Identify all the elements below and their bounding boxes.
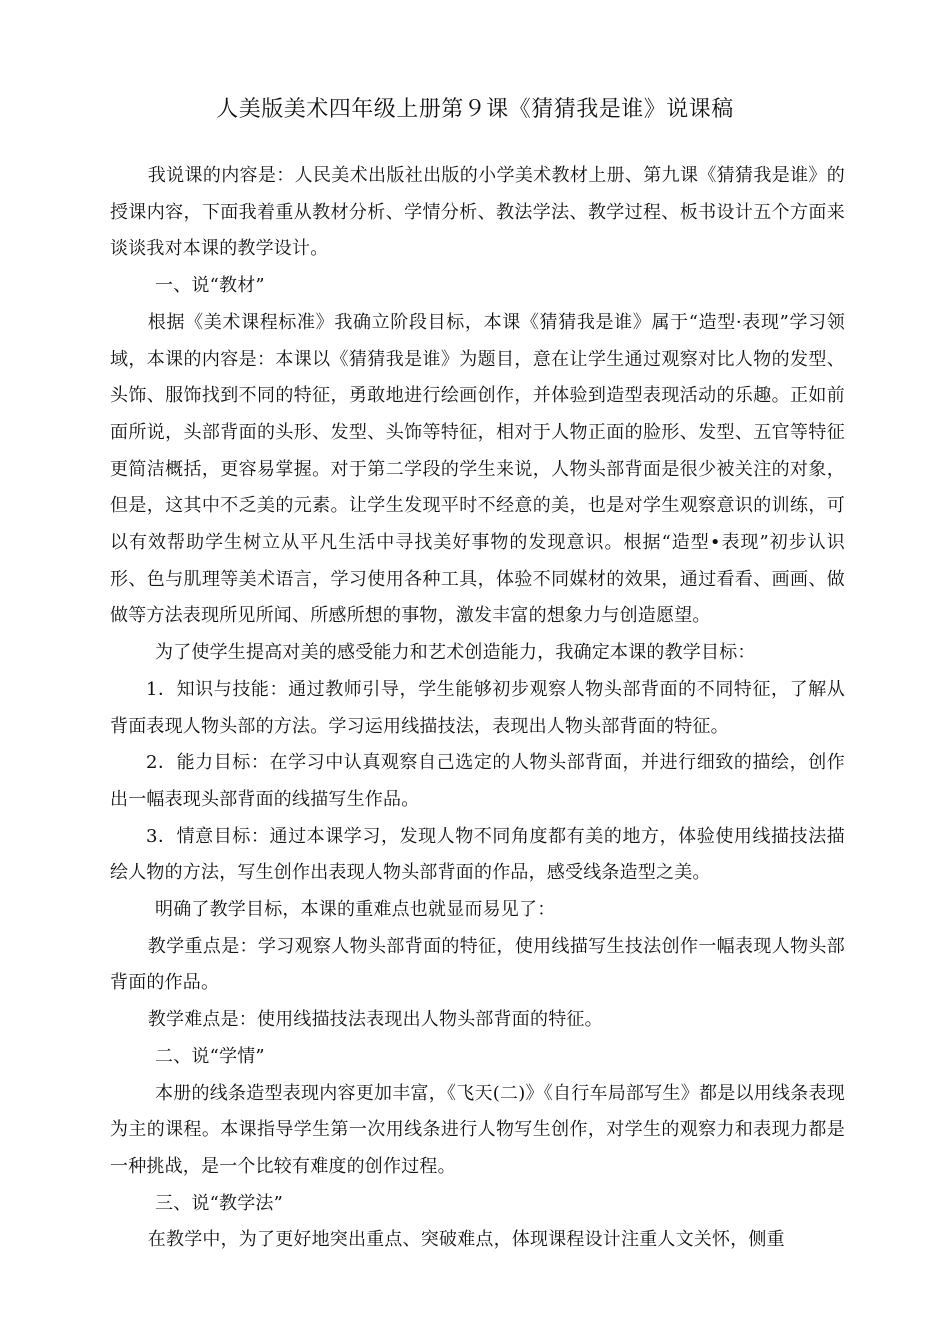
key-difficulty-intro: 明确了教学目标，本课的重难点也就显而易见了： <box>155 899 556 921</box>
section-heading-methods: 三、说“教学法” <box>155 1192 284 1214</box>
textbook-analysis-paragraph: 根据《美术课程标准》我确立阶段目标，本课《猜猜我是谁》属于“造型·表现”学习领域，本课的内容是：本课以《猜猜我是谁》为题目，意在让学生通过观察对比人物的发型、头饰、服饰找到不同的特征，勇敢地进行绘画创作，并体验到造型表现活动的乐趣。正如前面所说，头部背面的头形、发型、头饰等特征，相对于人物正面的脸形、发型、五官等特征更简洁概括，更容易掌握。对于第二学段的学生来说，人物头部背面是很少被关注的对象，但是，这其中不乏美的元素。让学生发现平时不经意的美，也是对学生观察意识的训练，可以有效帮助学生树立从平凡生活中寻找美好事物的发现意识。根据“造型•表现”初步认识形、色与肌理等美术语言，学习使用各种工具，体验不同媒材的效果，通过看看、画画、做做等方法表现所见所闻、所感所想的事物，激发丰富的想象力与创造愿望。 <box>110 311 845 627</box>
section-heading-textbook: 一、说“教材” <box>155 275 265 297</box>
goal-emotion: 3．情意目标：通过本课学习，发现人物不同角度都有美的地方，体验使用线描技法描绘人物的方法，写生创作出表现人物头部背面的作品，感受线条造型之美。 <box>110 825 845 884</box>
teaching-goal-intro: 为了使学生提高对美的感受能力和艺术创造能力，我确定本课的教学目标： <box>155 642 756 664</box>
student-analysis-paragraph: 本册的线条造型表现内容更加丰富，《飞天(二)》《自行车局部写生》都是以用线条表现为主的课程。本课指导学生第一次用线条进行人物写生创作，对学生的观察力和表现力都是一种挑战，是一个比较有难度的创作过程。 <box>110 1082 845 1177</box>
document-title: 人美版美术四年级上册第９课《猜猜我是谁》说课稿 <box>216 97 734 122</box>
goal-ability: 2．能力目标：在学习中认真观察自己选定的人物头部背面，并进行细致的描绘，创作出一幅表现头部背面的线描写生作品。 <box>110 752 845 810</box>
goal-knowledge-skills: 1．知识与技能：通过教师引导，学生能够初步观察人物头部背面的不同特征，了解从背面表现人物头部的方法。学习运用线描技法，表现出人物头部背面的特征。 <box>110 678 845 737</box>
teaching-key-point: 教学重点是：学习观察人物头部背面的特征，使用线描写生技法创作一幅表现人物头部背面的作品。 <box>110 935 845 994</box>
document-body <box>110 158 845 1259</box>
methods-paragraph: 在教学中，为了更好地突出重点、突破难点，体现课程设计注重人文关怀，侧重 <box>147 1229 785 1251</box>
teaching-difficulty: 教学难点是：使用线描技法表现出人物头部背面的特征。 <box>147 1009 603 1031</box>
intro-paragraph: 我说课的内容是：人民美术出版社出版的小学美术教材上册、第九课《猜猜我是谁》的授课内容，下面我着重从教材分析、学情分析、教法学法、教学过程、板书设计五个方面来谈谈我对本课的教学设计。 <box>110 165 845 260</box>
section-heading-students: 二、说“学情” <box>155 1045 265 1067</box>
